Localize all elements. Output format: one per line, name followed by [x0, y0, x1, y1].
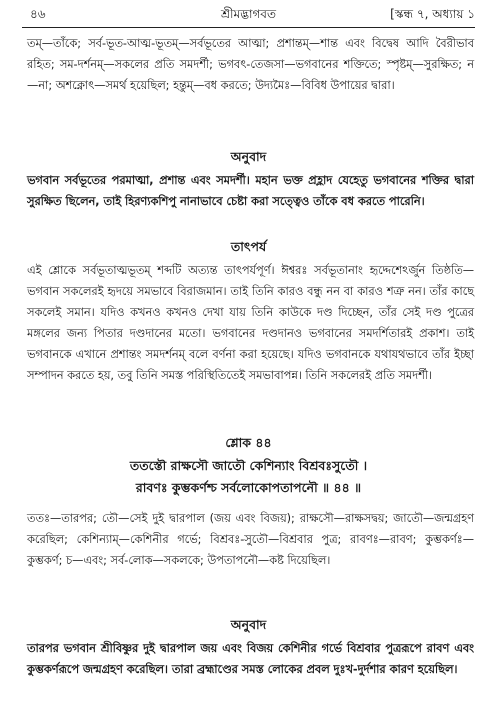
- running-header: [22, 4, 475, 24]
- synonyms-paragraph-2: ততঃ—তারপর; তৌ—সেই দুই দ্বারপাল (জয় এবং বিজয়); রাক্ষসৌ—রাক্ষসদ্বয়; জাতৌ—জন্মগ্রহণ করেছিল; কেশিন্যাম্—কেশিনীর গর্ভে; বিশ্রবঃ-সুতৌ—বিশ্রবার পুত্র; রাবণঃ—রাবণ; কুম্ভকর্ণঃ—কুম্ভকর্ণ; চ—এবং; সর্ব-লোক—সকলকে; উপতাপনৌ—কষ্ট দিয়েছিল।: [27, 512, 474, 567]
- translation-paragraph-1: ভগবান সর্বভূতের পরমাত্মা, প্রশান্ত এবং সমদর্শী। মহান ভক্ত প্রহ্লাদ যেহেতু ভগবানের শক্তির দ্বারা সুরক্ষিত ছিলেন, তাই হিরণ্যকশিপু নানাভাবে চেষ্টা করা সত্ত্বেও তাঁকে বধ করতে পারেনি।: [27, 174, 474, 208]
- purport-paragraph: এই শ্লোকে সর্বভূতাত্মভূতম্ শব্দটি অত্যন্ত তাৎপর্যপূর্ণ। ঈশ্বরঃ সর্বভূতানাং হৃদ্দেশেঽর্জুন তিষ্ঠতি—ভগবান সকলেরই হৃদয়ে সমভাবে বিরাজমান। তাই তিনি কারও বন্ধু নন বা কারও শত্রু নন। তাঁর কাছে সকলেই সমান। যদিও কখনও কখনও দেখা যায় তিনি কাউকে দণ্ড দিচ্ছেন, তাঁর সেই দণ্ড পুত্রের মঙ্গলের জন্য পিতার দণ্ডদানের মতো। ভগবানের দণ্ডদানও ভগবানের সমদর্শিতারই প্রকাশ। তাই ভগবানকে এখানে প্রশান্তং সমদর্শনম্ বলে বর্ণনা করা হয়েছে। যদিও ভগবানকে যথাযথভাবে তাঁর ইচ্ছা সম্পাদন করতে হয়, তবু তিনি সমস্ত পরিস্থিতিতেই সমভাবাপন্ন। তিনি সকলেরই প্রতি সমদর্শী।: [27, 264, 474, 382]
- synonyms-paragraph-1: তম্—তাঁকে; সর্ব-ভূত-আত্ম-ভূতম্—সর্বভূতের আত্মা; প্রশান্তম্—শান্ত এবং বিদ্বেষ আদি বৈরীভাব রহিত; সম-দর্শনম্—সকলের প্রতি সমদর্শী; ভগবৎ-তেজসা—ভগবানের শক্তিতে; স্পৃষ্টম্—সুরক্ষিত; ন—না; অশক্নোৎ—সমর্থ হয়েছিল; হন্তুম্—বধ করতে; উদ্যমৈঃ—বিবিধ উপায়ের দ্বারা।: [27, 37, 474, 92]
- purport-heading: তাৎপর্য: [230, 239, 267, 254]
- translation-heading-1: অনুবাদ: [230, 149, 267, 164]
- translation-paragraph-2: তারপর ভগবান শ্রীবিষ্ণুর দুই দ্বারপাল জয় এবং বিজয় কেশিনীর গর্ভে বিশ্রবার পুত্ররূপে রাবণ এবং কুম্ভকর্ণরূপে জন্মগ্রহণ করেছিল। তারা ব্রহ্মাণ্ডের সমস্ত লোকের প্রবল দুঃখ-দুর্দশার কারণ হয়েছিল।: [27, 642, 474, 676]
- translation-heading-2: অনুবাদ: [230, 617, 267, 632]
- verse-line-1: ততস্তৌ রাক্ষসৌ জাতৌ কেশিন্যাং বিশ্রবঃসুতৌ ।: [129, 458, 368, 473]
- verse-line-2: রাবণঃ কুম্ভকর্ণশ্চ সর্বলোকোপতাপনৌ ॥ ৪৪ ॥: [135, 480, 362, 495]
- page-number: ৪৬: [30, 7, 46, 21]
- book-title: শ্রীমদ্ভাগবত: [220, 7, 276, 21]
- chapter-location: [স্কন্ধ ৭, অধ্যায় ১: [390, 7, 475, 21]
- header-rule: [22, 27, 475, 28]
- verse-heading: শ্লোক ৪৪: [225, 435, 272, 450]
